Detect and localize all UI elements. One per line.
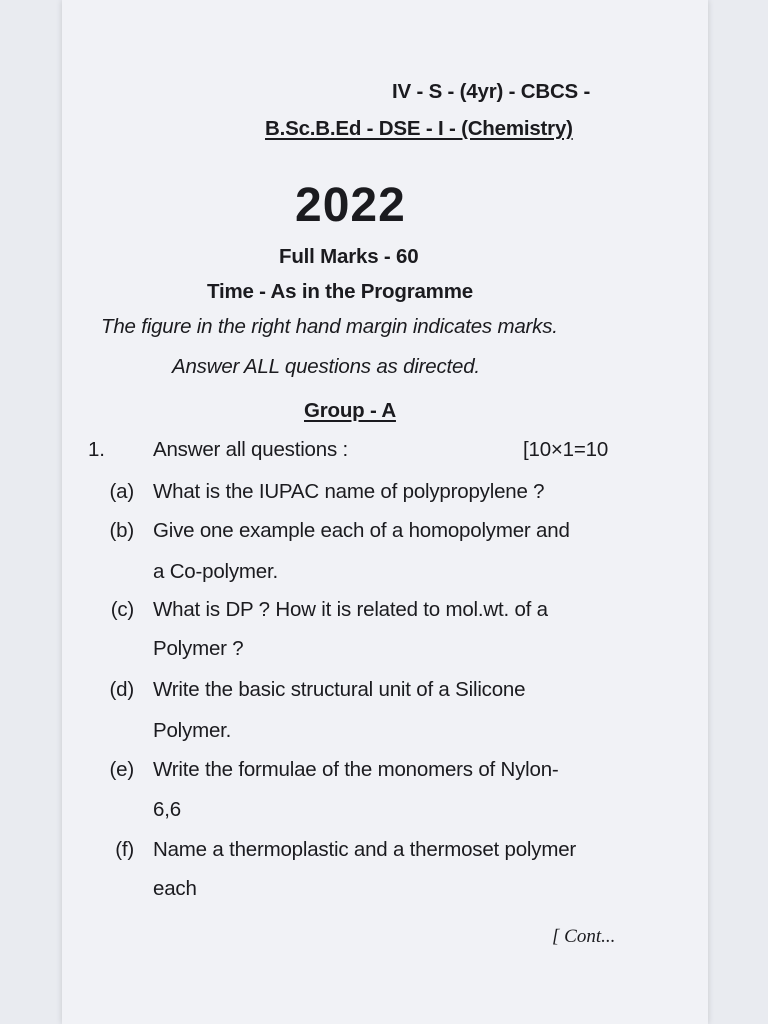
item-label-c: (c) — [110, 598, 134, 621]
item-e-line1: Write the formulae of the monomers of Nylon- — [153, 758, 559, 781]
exam-year: 2022 — [295, 179, 406, 232]
exam-page — [62, 0, 708, 1024]
margin-note: The figure in the right hand margin indicates marks. — [101, 315, 558, 338]
item-c-line2: Polymer ? — [153, 637, 244, 660]
item-d-line1: Write the basic structural unit of a Silicone — [153, 678, 526, 701]
item-f-line1: Name a thermoplastic and a thermoset polymer — [153, 838, 577, 861]
course-code-line2: B.Sc.B.Ed - DSE - I - (Chemistry) — [265, 117, 573, 140]
course-code-line1: IV - S - (4yr) - CBCS - — [392, 80, 591, 103]
question-text: Answer all questions : — [153, 438, 349, 461]
item-b-line1: Give one example each of a homopolymer and — [153, 519, 570, 542]
group-title: Group - A — [304, 399, 396, 422]
item-d-line2: Polymer. — [153, 719, 232, 742]
item-label-f: (f) — [115, 838, 134, 861]
full-marks: Full Marks - 60 — [279, 245, 419, 268]
item-label-d: (d) — [109, 678, 134, 701]
instruction: Answer ALL questions as directed. — [172, 355, 480, 378]
item-label-b: (b) — [109, 519, 134, 542]
item-label-a: (a) — [109, 480, 134, 503]
item-b-line2: a Co-polymer. — [153, 560, 279, 583]
question-number: 1. — [88, 438, 105, 461]
item-f-line2: each — [153, 877, 197, 900]
question-marks: [10×1=10 — [523, 438, 609, 461]
item-label-e: (e) — [109, 758, 134, 781]
item-c-line1: What is DP ? How it is related to mol.wt. of a — [153, 598, 548, 621]
item-e-line2: 6,6 — [153, 798, 181, 821]
item-a-line1: What is the IUPAC name of polypropylene ? — [153, 480, 545, 503]
time-allowed: Time - As in the Programme — [207, 280, 473, 303]
continued-note: [ Cont... — [552, 926, 616, 947]
